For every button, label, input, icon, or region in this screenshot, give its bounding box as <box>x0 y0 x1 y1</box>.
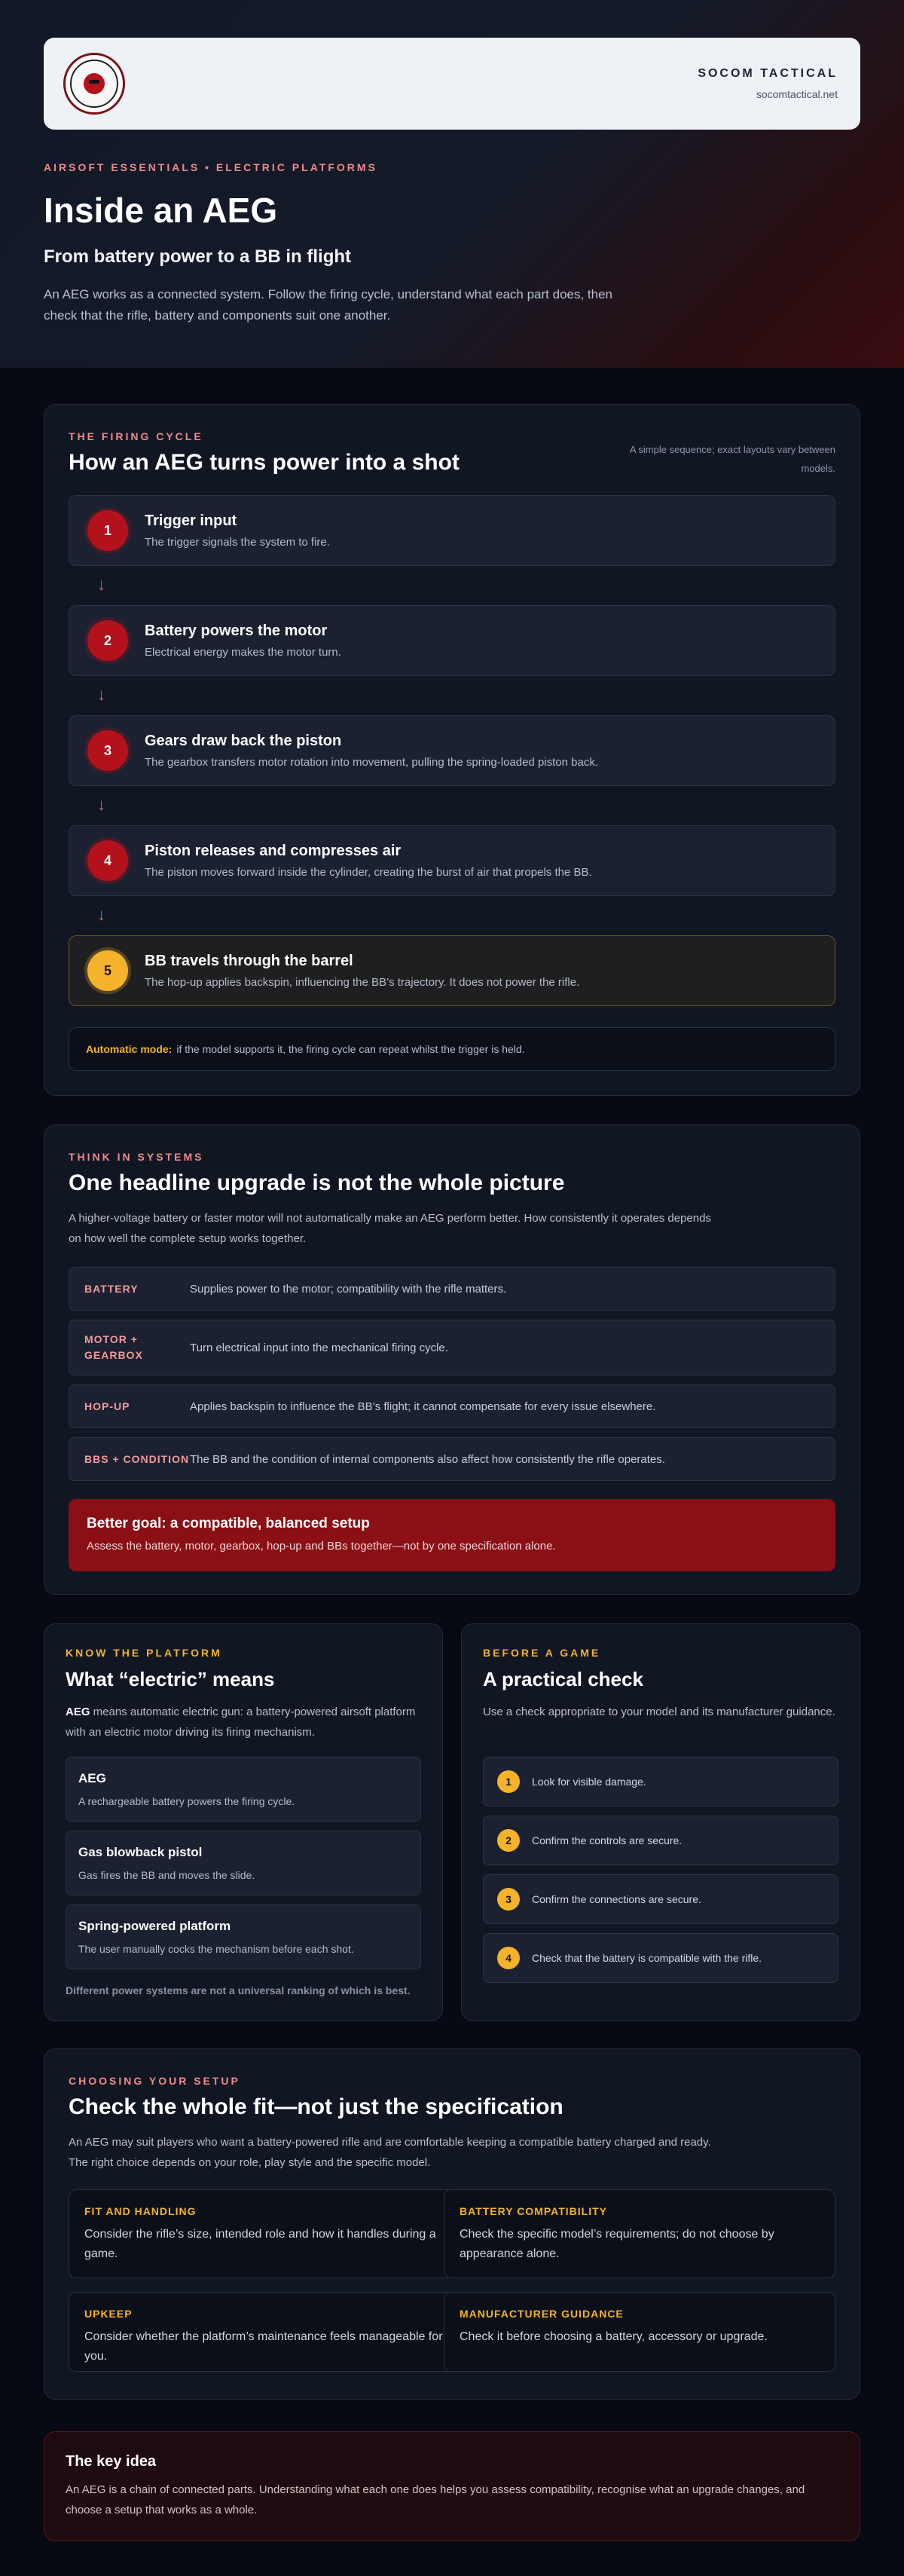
key-idea-description: An AEG is a chain of connected parts. Understanding what each one does helps you assess compatibility, recognise what an upgrade changes, and choose a setup that works as a whole. <box>66 2483 805 2516</box>
logo-emblem-icon <box>70 60 118 108</box>
platform-item <box>66 1904 421 1969</box>
hero-description: An AEG works as a connected system. Follow the firing cycle, understand what each part does, then check that the rifle, battery and components suit one another. <box>44 286 613 323</box>
system-label: BBS + CONDITION <box>84 1452 190 1465</box>
check-number: 2 <box>497 1829 520 1852</box>
logo-mask-icon <box>84 73 105 94</box>
step-number: 2 <box>87 620 128 661</box>
note-label: Automatic mode: <box>86 1043 173 1055</box>
check-number: 4 <box>497 1947 520 1969</box>
cycle-step-final <box>69 935 835 1006</box>
check-item <box>483 1816 838 1865</box>
check-title: A practical check <box>483 1668 643 1690</box>
setup-item <box>69 2189 460 2278</box>
system-label: HOP-UP <box>84 1400 130 1412</box>
platform-title: What “electric” means <box>66 1668 275 1690</box>
goal-description: Assess the battery, motor, gearbox, hop-up and BBs together—not by one specification alone. <box>87 1540 556 1553</box>
arrow-down-icon: ↓ <box>97 795 105 814</box>
step-number: 3 <box>87 730 128 771</box>
platform-eyebrow: KNOW THE PLATFORM <box>66 1647 222 1659</box>
check-text: Look for visible damage. <box>532 1776 646 1788</box>
brand-logo[interactable] <box>63 53 125 115</box>
brand-url-link[interactable]: socomtactical.net <box>756 88 838 100</box>
platform-item-description: The user manually cocks the mechanism before each shot. <box>78 1943 354 1955</box>
check-text: Confirm the controls are secure. <box>532 1834 683 1846</box>
aeg-term: AEG <box>66 1706 90 1718</box>
firing-cycle-aside: A simple sequence; exact layouts vary between models. <box>629 444 835 474</box>
setup-item-description: Consider whether the platform’s maintenance feels manageable for you. <box>84 2330 443 2363</box>
page-subtitle: From battery power to a BB in flight <box>44 246 352 267</box>
step-number: 4 <box>87 840 128 881</box>
key-idea-title: The key idea <box>66 2453 157 2470</box>
step-title: Trigger input <box>145 512 237 529</box>
setup-title: Check the whole fit—not just the specification <box>69 2094 563 2119</box>
firing-cycle-title: How an AEG turns power into a shot <box>69 450 460 475</box>
firing-cycle-header <box>69 430 460 476</box>
step-title: Piston releases and compresses air <box>145 843 402 859</box>
platform-item-title: AEG <box>78 1771 106 1785</box>
setup-item <box>444 2292 835 2372</box>
setup-item-label: UPKEEP <box>84 2308 133 2320</box>
platform-header <box>66 1647 420 1742</box>
platform-item-title: Gas blowback pistol <box>78 1845 203 1859</box>
step-title: Gears draw back the piston <box>145 733 342 749</box>
arrow-down-icon: ↓ <box>97 905 105 924</box>
hero-section <box>0 0 904 368</box>
setup-item-description: Check it before choosing a battery, accessory or upgrade. <box>460 2330 768 2343</box>
arrow-down-icon: ↓ <box>97 575 105 594</box>
check-item <box>483 1874 838 1924</box>
aeg-definition: means automatic electric gun: a battery-powered airsoft platform with an electric motor driving its firing mechanism. <box>66 1706 416 1739</box>
platform-item-description: A rechargeable battery powers the firing cycle. <box>78 1795 295 1807</box>
page-title: Inside an AEG <box>44 191 278 230</box>
systems-eyebrow: THINK IN SYSTEMS <box>69 1151 204 1163</box>
platform-description <box>66 1702 420 1742</box>
system-row-battery <box>69 1267 835 1311</box>
step-number: 5 <box>87 950 128 991</box>
goal-title: Better goal: a compatible, balanced setup <box>87 1516 370 1531</box>
platform-item <box>66 1831 421 1895</box>
setup-item-description: Check the specific model’s requirements; do not choose by appearance alone. <box>460 2228 774 2260</box>
platform-item <box>66 1757 421 1822</box>
platform-item-title: Spring-powered platform <box>78 1919 231 1933</box>
step-description: The trigger signals the system to fire. <box>145 536 330 549</box>
check-text: Check that the battery is compatible with the rifle. <box>532 1952 762 1964</box>
setup-item-label: BATTERY COMPATIBILITY <box>460 2205 607 2217</box>
arrow-down-icon: ↓ <box>97 685 105 704</box>
systems-title: One headline upgrade is not the whole picture <box>69 1170 565 1195</box>
practical-check-card <box>461 1623 860 2021</box>
setup-item-label: FIT AND HANDLING <box>84 2205 197 2217</box>
check-item <box>483 1933 838 1983</box>
check-header <box>483 1647 837 1722</box>
system-description: Supplies power to the motor; compatibility with the rifle matters. <box>190 1282 507 1296</box>
setup-item-label: MANUFACTURER GUIDANCE <box>460 2308 624 2320</box>
cycle-step <box>69 495 835 566</box>
step-number: 1 <box>87 510 128 551</box>
check-description: Use a check appropriate to your model and its manufacturer guidance. <box>483 1706 835 1718</box>
automatic-mode-note <box>69 1027 835 1071</box>
system-description: Applies backspin to influence the BB’s flight; it cannot compensate for every issue elsewhere. <box>190 1400 656 1413</box>
firing-cycle-card <box>44 404 860 1096</box>
setup-item <box>69 2292 460 2372</box>
setup-item-description: Consider the rifle’s size, intended role and how it handles during a game. <box>84 2228 436 2260</box>
setup-description: An AEG may suit players who want a battery-powered rifle and are comfortable keeping a compatible battery charged and ready. The right choice depends on your role, play style and the specific model. <box>69 2136 711 2169</box>
system-label: MOTOR + GEARBOX <box>84 1333 143 1361</box>
check-text: Confirm the connections are secure. <box>532 1893 701 1905</box>
cycle-step <box>69 605 835 676</box>
check-number: 3 <box>497 1888 520 1911</box>
check-eyebrow: BEFORE A GAME <box>483 1647 601 1659</box>
systems-card <box>44 1124 860 1595</box>
platform-footnote: Different power systems are not a universal ranking of which is best. <box>66 1984 411 1996</box>
step-description: The hop-up applies backspin, influencing the BB’s trajectory. It does not power the rifle. <box>145 976 580 989</box>
step-title: Battery powers the motor <box>145 623 328 639</box>
step-description: The gearbox transfers motor rotation into movement, pulling the spring-loaded piston back. <box>145 756 598 769</box>
better-goal-callout <box>69 1499 835 1571</box>
step-title: BB travels through the barrel <box>145 953 353 969</box>
platform-card <box>44 1623 443 2021</box>
step-description: The piston moves forward inside the cylinder, creating the burst of air that propels the BB. <box>145 866 592 879</box>
system-row-motor-gearbox <box>69 1320 835 1375</box>
system-row-bbs-condition <box>69 1437 835 1481</box>
step-description: Electrical energy makes the motor turn. <box>145 646 341 659</box>
cycle-step <box>69 825 835 896</box>
setup-card <box>44 2048 860 2400</box>
check-item <box>483 1757 838 1807</box>
setup-header <box>69 2075 822 2173</box>
brand-block <box>698 67 838 100</box>
system-description: Turn electrical input into the mechanical firing cycle. <box>190 1341 448 1354</box>
cycle-step <box>69 715 835 786</box>
hero-eyebrow: AIRSOFT ESSENTIALS • ELECTRIC PLATFORMS <box>44 161 377 173</box>
firing-cycle-eyebrow: THE FIRING CYCLE <box>69 430 203 442</box>
header-bar <box>44 38 860 130</box>
system-description: The BB and the condition of internal components also affect how consistently the rifle operates. <box>190 1452 665 1466</box>
setup-item <box>444 2189 835 2278</box>
platform-item-description: Gas fires the BB and moves the slide. <box>78 1869 255 1881</box>
check-number: 1 <box>497 1770 520 1793</box>
setup-eyebrow: CHOOSING YOUR SETUP <box>69 2075 240 2087</box>
system-row-hop-up <box>69 1384 835 1428</box>
systems-description: A higher-voltage battery or faster motor will not automatically make an AEG perform better. How consistently it operates depends on how well the complete setup works together. <box>69 1212 711 1245</box>
note-text: if the model supports it, the firing cycle can repeat whilst the trigger is held. <box>176 1043 525 1055</box>
brand-name: SOCOM TACTICAL <box>698 67 838 80</box>
system-label: BATTERY <box>84 1282 139 1295</box>
systems-header <box>69 1151 822 1249</box>
key-idea-callout <box>44 2431 860 2541</box>
